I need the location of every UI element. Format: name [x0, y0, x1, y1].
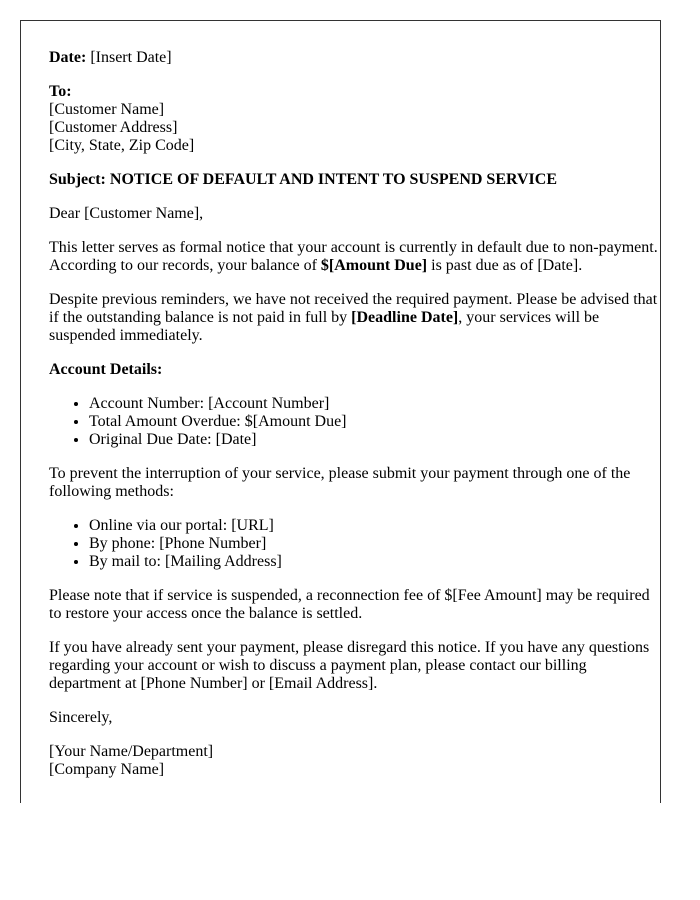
paragraph-suspension-warning: Despite previous reminders, we have not received the required payment. Please be advised that if the outstanding balance is not paid in full by [Deadline Date], your services will be suspended immediately. [49, 291, 658, 344]
closing: Sincerely, [49, 709, 113, 726]
list-item: • Total Amount Overdue: $[Amount Due] [89, 413, 660, 431]
list-item: • Original Due Date: [Date] [89, 431, 660, 449]
paragraph-contact: If you have already sent your payment, please disregard this notice. If you have any questions regarding your account or wish to discuss a payment plan, please contact our billing department at [Phone Number] or [Email Address]. [49, 639, 650, 692]
recipient-block: To: [Customer Name] [Customer Address] [City, State, Zip Code] [49, 83, 195, 154]
signature-block: [Your Name/Department] [Company Name] [49, 743, 214, 778]
subject-line: Subject: NOTICE OF DEFAULT AND INTENT TO SUSPEND SERVICE [49, 171, 557, 188]
list-item: • Account Number: [Account Number] [89, 395, 660, 413]
list-item: • By mail to: [Mailing Address] [89, 553, 660, 571]
paragraph-default-notice: This letter serves as formal notice that your account is currently in default due to non-payment. According to our records, your balance of $[Amount Due] is past due as of [Date]. [49, 239, 658, 274]
list-item: • By phone: [Phone Number] [89, 535, 660, 553]
list-item: • Online via our portal: [URL] [89, 517, 660, 535]
salutation: Dear [Customer Name], [49, 205, 204, 222]
account-details-heading: Account Details: [49, 361, 163, 378]
date-line: Date: [Insert Date] [49, 49, 172, 66]
paragraph-payment-methods: To prevent the interruption of your service, please submit your payment through one of the following methods: [49, 465, 631, 500]
payment-methods-list [49, 517, 660, 571]
account-details-list [49, 395, 660, 449]
paragraph-reconnection-fee: Please note that if service is suspended, a reconnection fee of $[Fee Amount] may be required to restore your access once the balance is settled. [49, 587, 650, 622]
letter-page [20, 20, 661, 803]
